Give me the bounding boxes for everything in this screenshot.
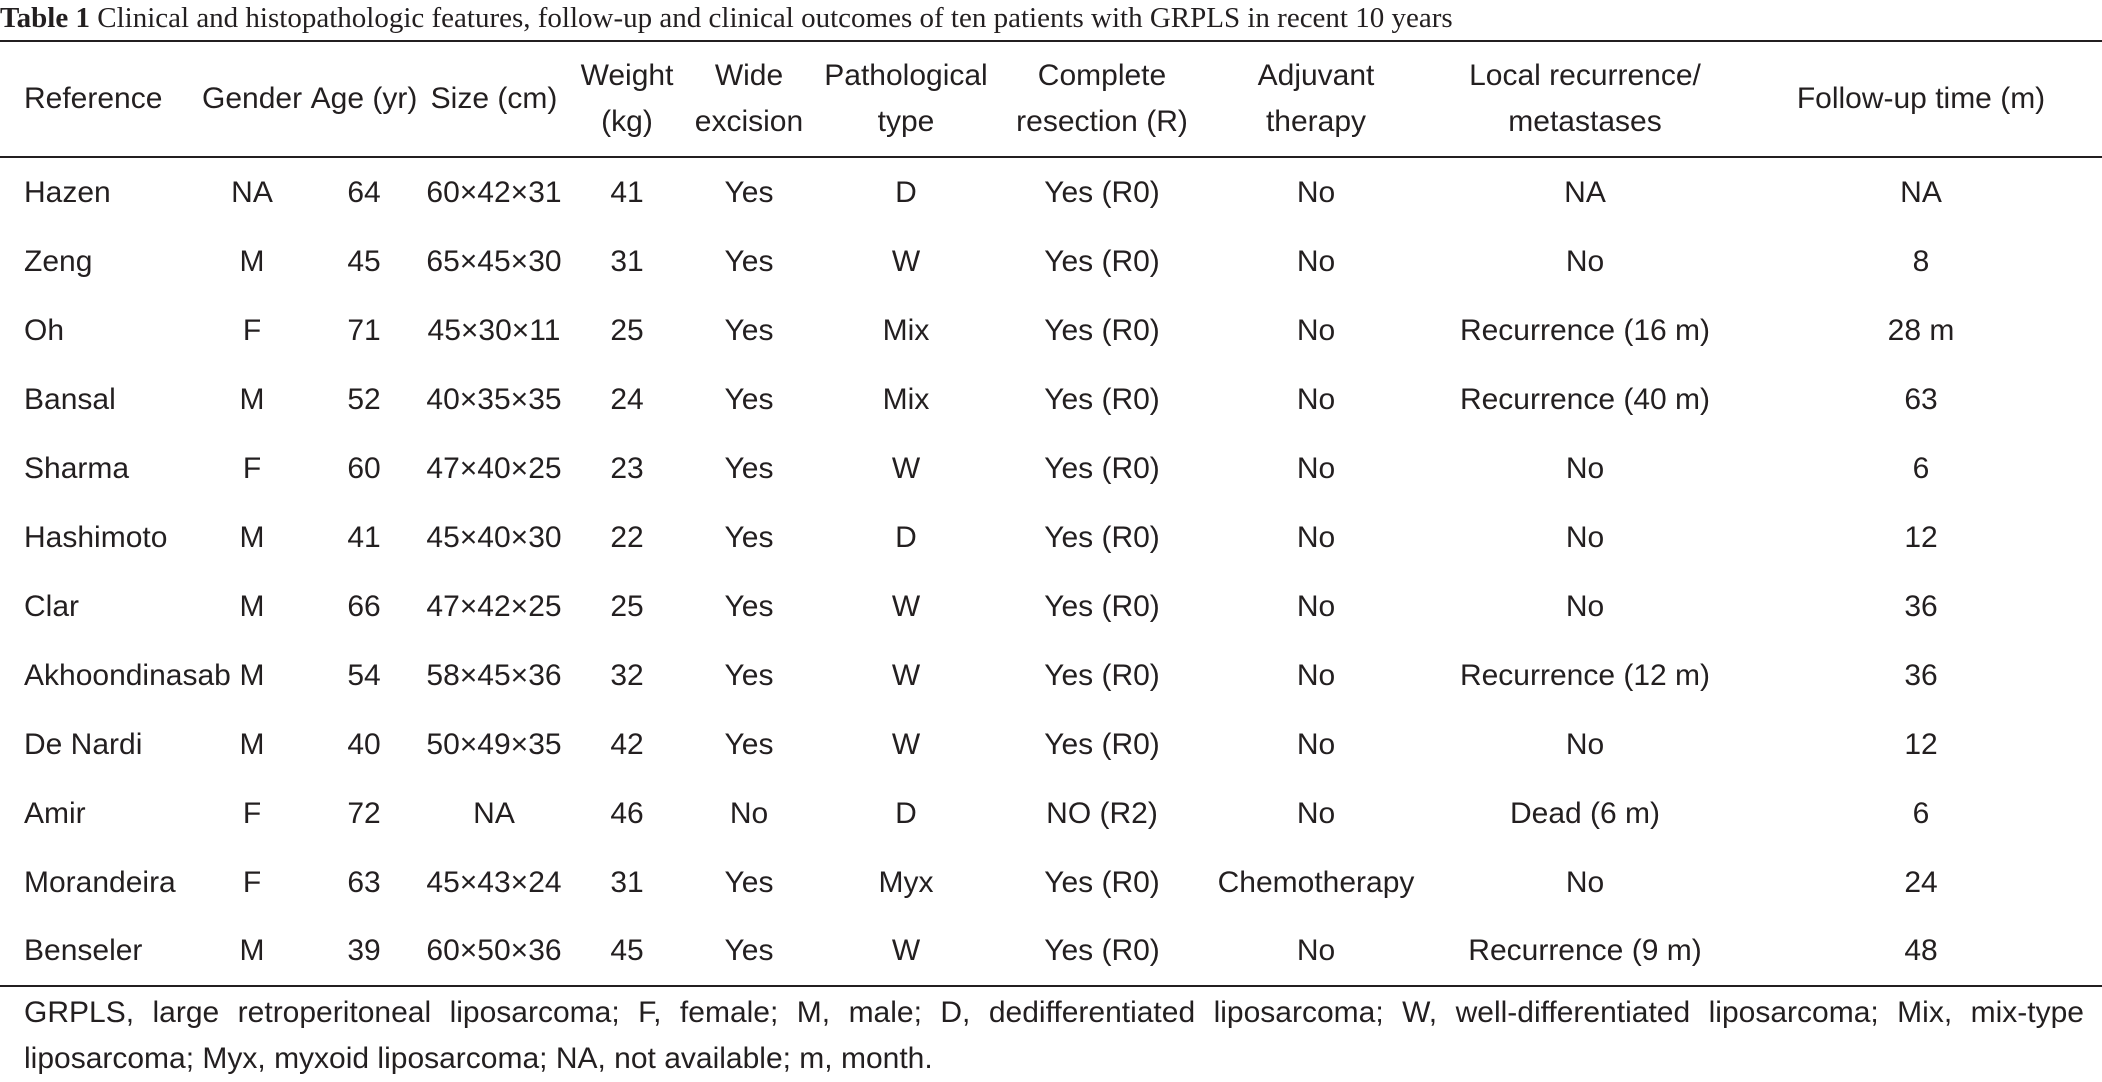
table-cell: Yes (R0) xyxy=(1044,313,1160,347)
table-cell: No xyxy=(1565,451,1605,485)
table-cell: Yes (R0) xyxy=(1044,520,1160,554)
column-header: Pathological type xyxy=(810,41,1002,157)
table-cell: NA xyxy=(473,796,515,830)
table-cell: 24 xyxy=(1904,865,1938,899)
column-header: Age (yr) xyxy=(306,41,422,157)
table-cell: No xyxy=(1565,244,1605,278)
table-cell: No xyxy=(1565,589,1605,623)
table-cell: 47×40×25 xyxy=(426,451,562,485)
table-cell: 60×42×31 xyxy=(426,175,562,209)
data-table xyxy=(0,40,2102,987)
column-header: Wide excision xyxy=(688,41,810,157)
table-cell: Recurrence (12 m) xyxy=(1459,658,1711,692)
table-label: Table 1 xyxy=(0,2,90,34)
table-cell: 12 xyxy=(1904,727,1938,761)
table-row xyxy=(0,710,2102,779)
table-row xyxy=(0,779,2102,848)
column-header: Weight (kg) xyxy=(566,41,688,157)
table-cell: Yes (R0) xyxy=(1044,658,1160,692)
table-cell: Oh xyxy=(24,313,65,347)
table-cell: No xyxy=(1296,382,1336,416)
table-cell: 72 xyxy=(347,796,381,830)
table-cell: 45×43×24 xyxy=(426,865,562,899)
table-cell: Recurrence (40 m) xyxy=(1459,382,1711,416)
table-cell: M xyxy=(239,520,265,554)
table-cell: Yes (R0) xyxy=(1044,451,1160,485)
table-row xyxy=(0,296,2102,365)
table-cell: 31 xyxy=(610,244,644,278)
table-cell: 45×40×30 xyxy=(426,520,562,554)
table-row xyxy=(0,434,2102,503)
table-cell: Yes xyxy=(724,313,774,347)
table-cell: Mix xyxy=(882,313,930,347)
table-cell: Yes xyxy=(724,244,774,278)
table-cell: Myx xyxy=(878,865,934,899)
table-cell: No xyxy=(1296,520,1336,554)
table-cell: W xyxy=(891,727,921,761)
table-cell: Amir xyxy=(24,796,86,830)
table-cell: 45 xyxy=(566,917,688,986)
table-cell: 63 xyxy=(347,865,381,899)
table-cell: 65×45×30 xyxy=(426,244,562,278)
table-footnote: GRPLS, large retroperitoneal liposarcoma; F, female; M, male; D, dedifferentiated liposarcoma; W, well-differentiated liposarcoma; Mix, mix-type liposarcoma; Myx, myxoid liposarcoma; NA, not available; m, month. xyxy=(24,996,2084,1075)
table-cell: 31 xyxy=(610,865,644,899)
table-cell: 45 xyxy=(347,244,381,278)
table-cell: M xyxy=(239,382,265,416)
table-cell: Yes (R0) xyxy=(1044,244,1160,278)
table-row xyxy=(0,157,2102,227)
column-header: Adjuvant therapy xyxy=(1202,41,1430,157)
table-cell: Hazen xyxy=(24,175,111,209)
table-cell: No xyxy=(1296,727,1336,761)
table-cell: 58×45×36 xyxy=(426,658,562,692)
table-cell: 40 xyxy=(347,727,381,761)
table-cell: 28 m xyxy=(1887,313,1955,347)
table-cell: 36 xyxy=(1904,589,1938,623)
table-cell: M xyxy=(239,589,265,623)
table-cell: No xyxy=(1296,658,1336,692)
table-cell: No xyxy=(1296,451,1336,485)
table-cell: 63 xyxy=(1904,382,1938,416)
table-row xyxy=(0,365,2102,434)
table-cell: No xyxy=(1565,520,1605,554)
table-cell: Yes xyxy=(688,917,810,986)
table-cell: F xyxy=(242,865,262,899)
table-cell: No xyxy=(1565,727,1605,761)
table-cell: NA xyxy=(1900,175,1942,209)
table-cell: No xyxy=(1296,796,1336,830)
table-cell: Sharma xyxy=(24,451,130,485)
table-cell: 71 xyxy=(347,313,381,347)
table-cell: D xyxy=(895,520,917,554)
table-cell: F xyxy=(242,451,262,485)
table-row xyxy=(0,572,2102,641)
table-cell: Yes (R0) xyxy=(1044,589,1160,623)
table-row xyxy=(0,848,2102,917)
table-cell: No xyxy=(1202,917,1430,986)
table-header-row xyxy=(0,41,2102,157)
table-cell: Clar xyxy=(24,589,80,623)
table-cell: NO (R2) xyxy=(1046,796,1158,830)
table-cell: W xyxy=(891,244,921,278)
table-cell: Yes xyxy=(724,520,774,554)
table-cell: Akhoondinasab xyxy=(24,658,231,692)
table-cell: W xyxy=(891,589,921,623)
table-cell: 12 xyxy=(1904,520,1938,554)
table-cell: Yes (R0) xyxy=(1044,175,1160,209)
table-cell: Morandeira xyxy=(24,865,176,899)
table-cell: Yes (R0) xyxy=(1044,865,1160,899)
table-cell: 25 xyxy=(610,313,644,347)
table-cell: No xyxy=(1565,865,1605,899)
table-cell: 64 xyxy=(347,175,381,209)
table-cell: D xyxy=(895,796,917,830)
table-cell: M xyxy=(239,658,265,692)
table-cell: De Nardi xyxy=(24,727,143,761)
table-cell: M xyxy=(198,917,306,986)
column-header: Reference xyxy=(0,41,198,157)
table-caption-text: Clinical and histopathologic features, follow-up and clinical outcomes of ten patients with GRPLS in recent 10 years xyxy=(90,2,1453,34)
table-cell: W xyxy=(891,451,921,485)
table-cell: 48 xyxy=(1740,917,2102,986)
table-cell: Yes (R0) xyxy=(1002,917,1202,986)
table-cell: No xyxy=(1296,175,1336,209)
table-cell: 60×50×36 xyxy=(422,917,566,986)
table-cell: 42 xyxy=(610,727,644,761)
table-body xyxy=(0,157,2102,986)
table-cell: 54 xyxy=(347,658,381,692)
table-cell: 66 xyxy=(347,589,381,623)
table-cell: W xyxy=(810,917,1002,986)
table-cell: Yes xyxy=(724,589,774,623)
table-row xyxy=(0,641,2102,710)
table-cell: NA xyxy=(1564,175,1606,209)
table-cell: 25 xyxy=(610,589,644,623)
table-cell: F xyxy=(242,313,262,347)
table-cell: Zeng xyxy=(24,244,93,278)
table-cell: Mix xyxy=(882,382,930,416)
table-cell: 23 xyxy=(610,451,644,485)
table-cell: Recurrence (16 m) xyxy=(1459,313,1711,347)
table-cell: Bansal xyxy=(24,382,116,416)
table-cell: Yes (R0) xyxy=(1044,382,1160,416)
table-cell: F xyxy=(242,796,262,830)
table-cell: Dead (6 m) xyxy=(1509,796,1661,830)
table-cell: 46 xyxy=(610,796,644,830)
table-cell: 60 xyxy=(347,451,381,485)
table-cell: 52 xyxy=(347,382,381,416)
table-cell: No xyxy=(1296,589,1336,623)
table-cell: Yes (R0) xyxy=(1044,727,1160,761)
table-cell: Yes xyxy=(724,865,774,899)
table-cell: No xyxy=(1296,313,1336,347)
table-cell: Yes xyxy=(724,382,774,416)
table-cell: 39 xyxy=(306,917,422,986)
table-cell: 22 xyxy=(610,520,644,554)
table-cell: 24 xyxy=(610,382,644,416)
table-cell: 45×30×11 xyxy=(427,313,561,347)
table-cell: 41 xyxy=(610,175,644,209)
table-cell: M xyxy=(239,244,265,278)
table-cell: Recurrence (9 m) xyxy=(1430,917,1740,986)
column-header: Complete resection (R) xyxy=(1002,41,1202,157)
table-cell: 50×49×35 xyxy=(426,727,562,761)
table-cell: Yes xyxy=(724,451,774,485)
table-cell: 41 xyxy=(347,520,381,554)
table-cell: No xyxy=(729,796,769,830)
table-cell: NA xyxy=(231,175,273,209)
table-row xyxy=(0,227,2102,296)
table-cell: No xyxy=(1296,244,1336,278)
table-cell: 47×42×25 xyxy=(426,589,562,623)
table-row xyxy=(0,917,2102,986)
column-header: Follow-up time (m) xyxy=(1740,41,2102,157)
table-cell: 40×35×35 xyxy=(426,382,562,416)
table-cell: Hashimoto xyxy=(24,520,168,554)
table-cell: Chemotherapy xyxy=(1217,865,1415,899)
column-header: Local recurrence/ metastases xyxy=(1430,41,1740,157)
table-cell: Yes xyxy=(724,658,774,692)
table-cell: Benseler xyxy=(0,917,198,986)
column-header: Size (cm) xyxy=(422,41,566,157)
table-cell: 6 xyxy=(1912,451,1930,485)
column-header: Gender xyxy=(198,41,306,157)
table-cell: Yes xyxy=(724,175,774,209)
table-cell: D xyxy=(895,175,917,209)
table-cell: Yes xyxy=(724,727,774,761)
table-cell: 8 xyxy=(1912,244,1930,278)
table-cell: 36 xyxy=(1904,658,1938,692)
table-caption xyxy=(0,0,1453,40)
table-cell: M xyxy=(239,727,265,761)
table-cell: 6 xyxy=(1912,796,1930,830)
table-row xyxy=(0,503,2102,572)
table-cell: 32 xyxy=(610,658,644,692)
table-cell: W xyxy=(891,658,921,692)
